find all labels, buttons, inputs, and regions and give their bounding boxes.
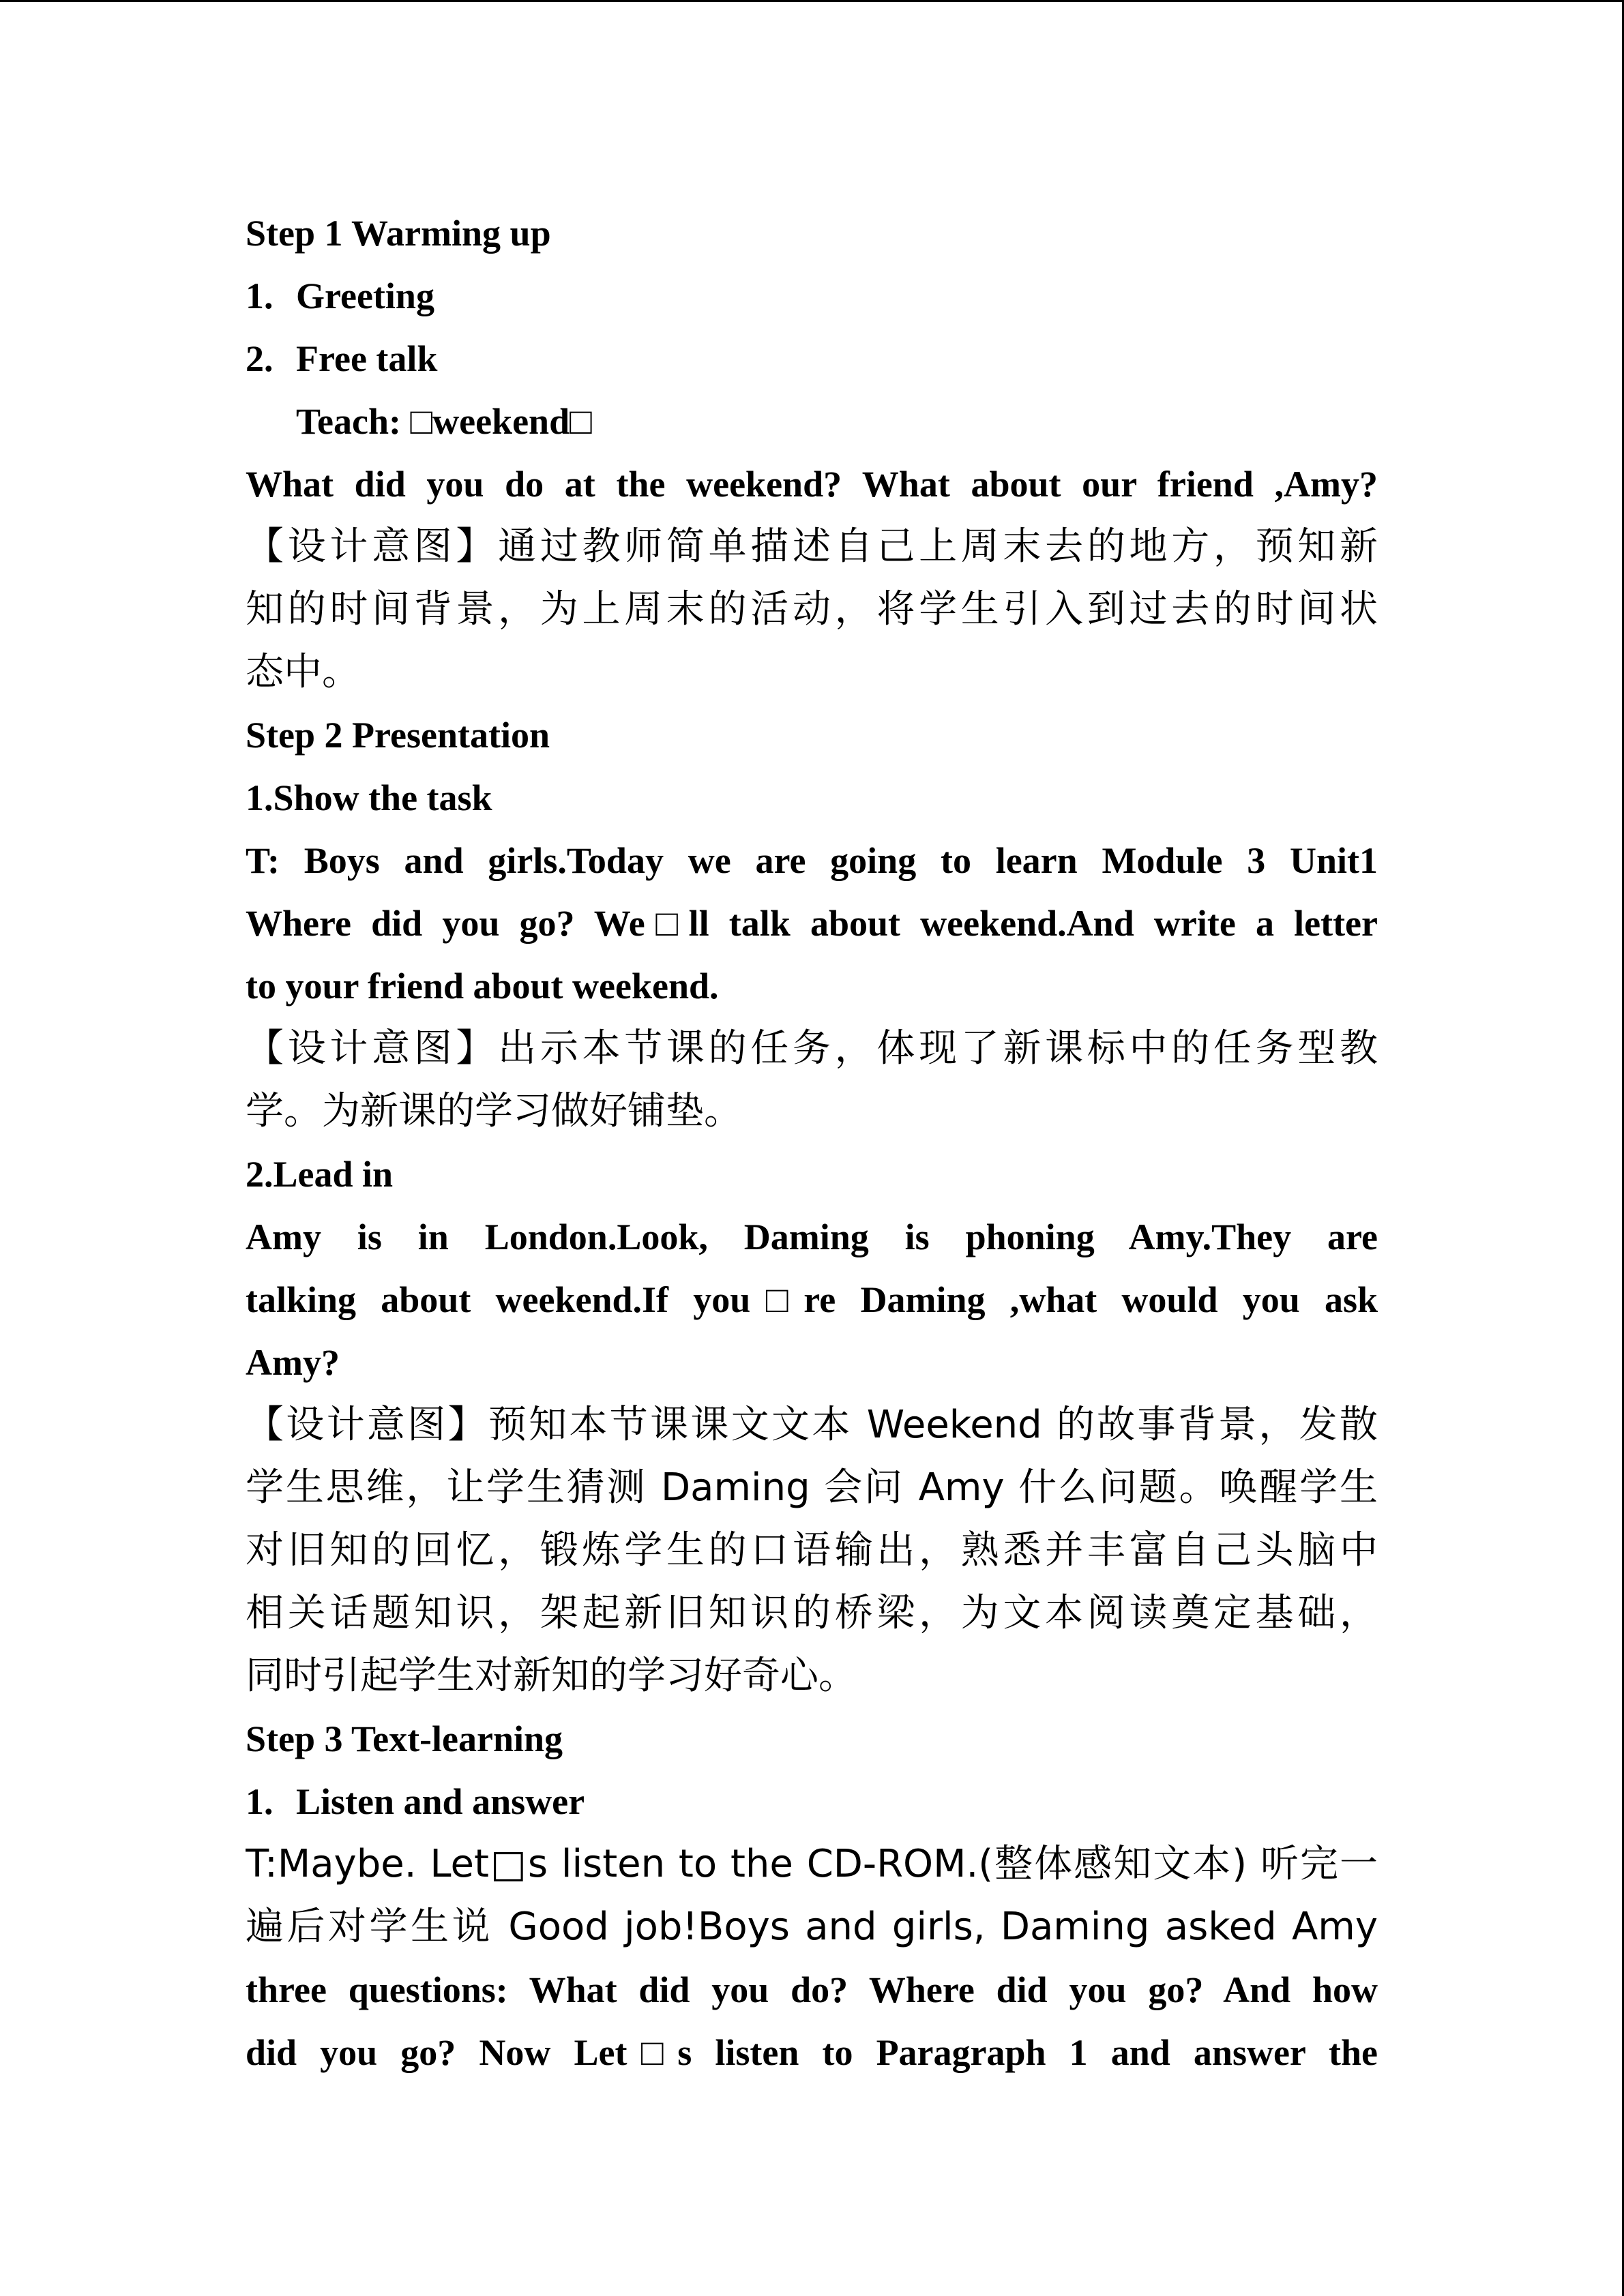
design-intent-line: 同时引起学生对新知的学习好奇心。 xyxy=(246,1654,857,1698)
mixed-paragraph-line: 遍后对学生说 Good job!Boys and girls, Daming asked Amy xyxy=(246,1905,1378,1949)
design-intent-line: 【设计意图】出示本节课的任务，体现了新课标中的任务型教 xyxy=(246,1026,1378,1071)
list-item-text: Free talk xyxy=(296,338,438,379)
list-item-greeting xyxy=(246,265,1378,327)
list-item-listen-answer xyxy=(246,1770,1378,1833)
document-body xyxy=(246,202,1378,2084)
list-number: 2. xyxy=(246,338,274,379)
list-item-text: Greeting xyxy=(296,275,434,316)
paragraph-line: did you go? Now Let□s listen to Paragraph 1 and answer the xyxy=(246,2032,1378,2073)
design-intent-line: 相关话题知识，架起新旧知识的桥梁，为文本阅读奠定基础， xyxy=(246,1591,1378,1635)
step2-heading: Step 2 Presentation xyxy=(246,715,550,756)
list-number: 1. xyxy=(246,275,274,316)
paragraph-line: talking about weekend.If you□re Daming ,what would you ask xyxy=(246,1279,1378,1320)
step1-heading: Step 1 Warming up xyxy=(246,213,551,254)
list-number: 1. xyxy=(246,1781,274,1822)
paragraph-line: to your friend about weekend. xyxy=(246,966,719,1007)
paragraph-line: Amy is in London.Look, Daming is phoning Amy.They are xyxy=(246,1217,1378,1257)
subheading-lead-in: 2.Lead in xyxy=(246,1154,394,1195)
list-item-text: Listen and answer xyxy=(296,1781,585,1822)
design-intent-line: 【设计意图】预知本节课课文文本 Weekend 的故事背景，发散 xyxy=(246,1403,1378,1447)
paragraph-line: What did you do at the weekend? What about our friend ,Amy? xyxy=(246,464,1378,505)
paragraph-line: three questions: What did you do? Where did you go? And how xyxy=(246,1969,1378,2010)
design-intent-line: 【设计意图】通过教师简单描述自己上周末去的地方，预知新 xyxy=(246,524,1378,569)
page-border-top xyxy=(0,0,1624,2)
design-intent-line: 学。为新课的学习做好铺垫。 xyxy=(246,1089,742,1133)
mixed-paragraph-line: T:Maybe. Let□s listen to the CD-ROM.(整体感知文本) 听完一 xyxy=(246,1842,1378,1886)
step3-heading: Step 3 Text-learning xyxy=(246,1718,563,1759)
design-intent-line: 对旧知的回忆，锻炼学生的口语输出，熟悉并丰富自己头脑中 xyxy=(246,1528,1378,1572)
subheading-show-task: 1.Show the task xyxy=(246,777,492,818)
paragraph-line: Amy? xyxy=(246,1342,340,1383)
teach-line: Teach: □weekend□ xyxy=(296,401,592,442)
design-intent-line: 学生思维，让学生猜测 Daming 会问 Amy 什么问题。唤醒学生 xyxy=(246,1465,1378,1510)
list-item-free-talk xyxy=(246,327,1378,390)
design-intent-line: 态中。 xyxy=(246,650,360,694)
design-intent-line: 知的时间背景，为上周末的活动，将学生引入到过去的时间状 xyxy=(246,587,1378,631)
paragraph-line: Where did you go? We□ll talk about weekend.And write a letter xyxy=(246,903,1378,944)
paragraph-line: T: Boys and girls.Today we are going to learn Module 3 Unit1 xyxy=(246,840,1378,881)
